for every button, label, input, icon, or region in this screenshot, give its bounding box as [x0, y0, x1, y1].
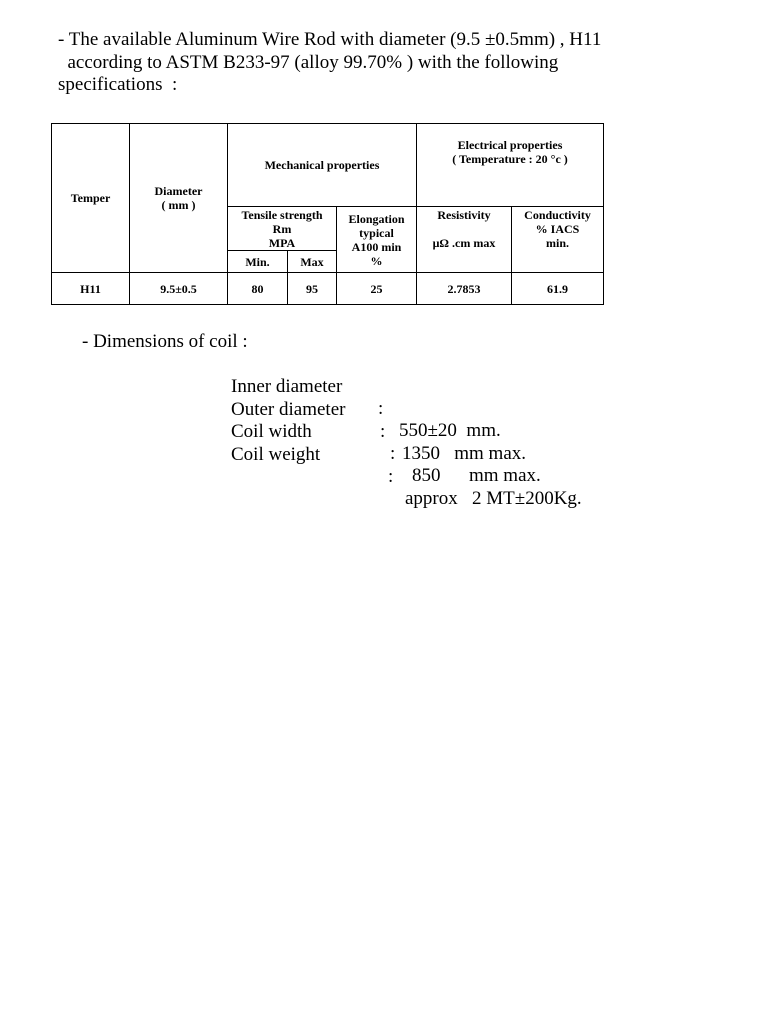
coil-value: 1350 mm max. [402, 443, 527, 464]
coil-label: Inner diameter [231, 376, 343, 397]
diameter-header: Diameter ( mm ) [130, 124, 228, 273]
resistivity-cell: 2.7853 [417, 273, 512, 305]
intro-line-2: according to ASTM B233-97 (alloy 99.70% ) with the following [58, 51, 559, 73]
tensile-max-cell: 95 [288, 273, 337, 305]
coil-label: Outer diameter [231, 399, 346, 420]
resistivity-header: Resistivity μΩ .cm max [417, 207, 512, 273]
coil-dimensions-heading: - Dimensions of coil : [82, 331, 248, 352]
tensile-strength-header: Tensile strength Rm MPA [228, 207, 337, 251]
coil-colon: : [388, 466, 394, 487]
intro-line-1: - The available Aluminum Wire Rod with diameter (9.5 ±0.5mm) , H11 [58, 29, 602, 50]
coil-colon: : [390, 443, 396, 464]
temper-header: Temper [52, 124, 130, 273]
elongation-cell: 25 [337, 273, 417, 305]
coil-value: 550±20 mm. [399, 420, 501, 441]
coil-label: Coil width [231, 421, 312, 442]
conductivity-cell: 61.9 [512, 273, 604, 305]
coil-colon: : [378, 398, 384, 419]
diameter-cell: 9.5±0.5 [130, 273, 228, 305]
coil-value: approx 2 MT±200Kg. [405, 488, 582, 509]
intro-line-3: specifications : [58, 74, 178, 95]
elongation-header: Elongation typical A100 min % [337, 207, 417, 273]
temper-cell: H11 [52, 273, 130, 305]
intro-paragraph [58, 29, 718, 97]
coil-colon: : [380, 421, 386, 442]
electrical-properties-header: Electrical properties ( Temperature : 20 °c ) [417, 124, 604, 207]
coil-value: 850 mm max. [412, 465, 541, 486]
mechanical-properties-header: Mechanical properties [228, 124, 417, 207]
conductivity-header: Conductivity % IACS min. [512, 207, 604, 273]
tensile-min-header: Min. [228, 251, 288, 273]
tensile-min-cell: 80 [228, 273, 288, 305]
tensile-max-header: Max [288, 251, 337, 273]
specifications-table [51, 123, 604, 305]
coil-label: Coil weight [231, 444, 321, 465]
